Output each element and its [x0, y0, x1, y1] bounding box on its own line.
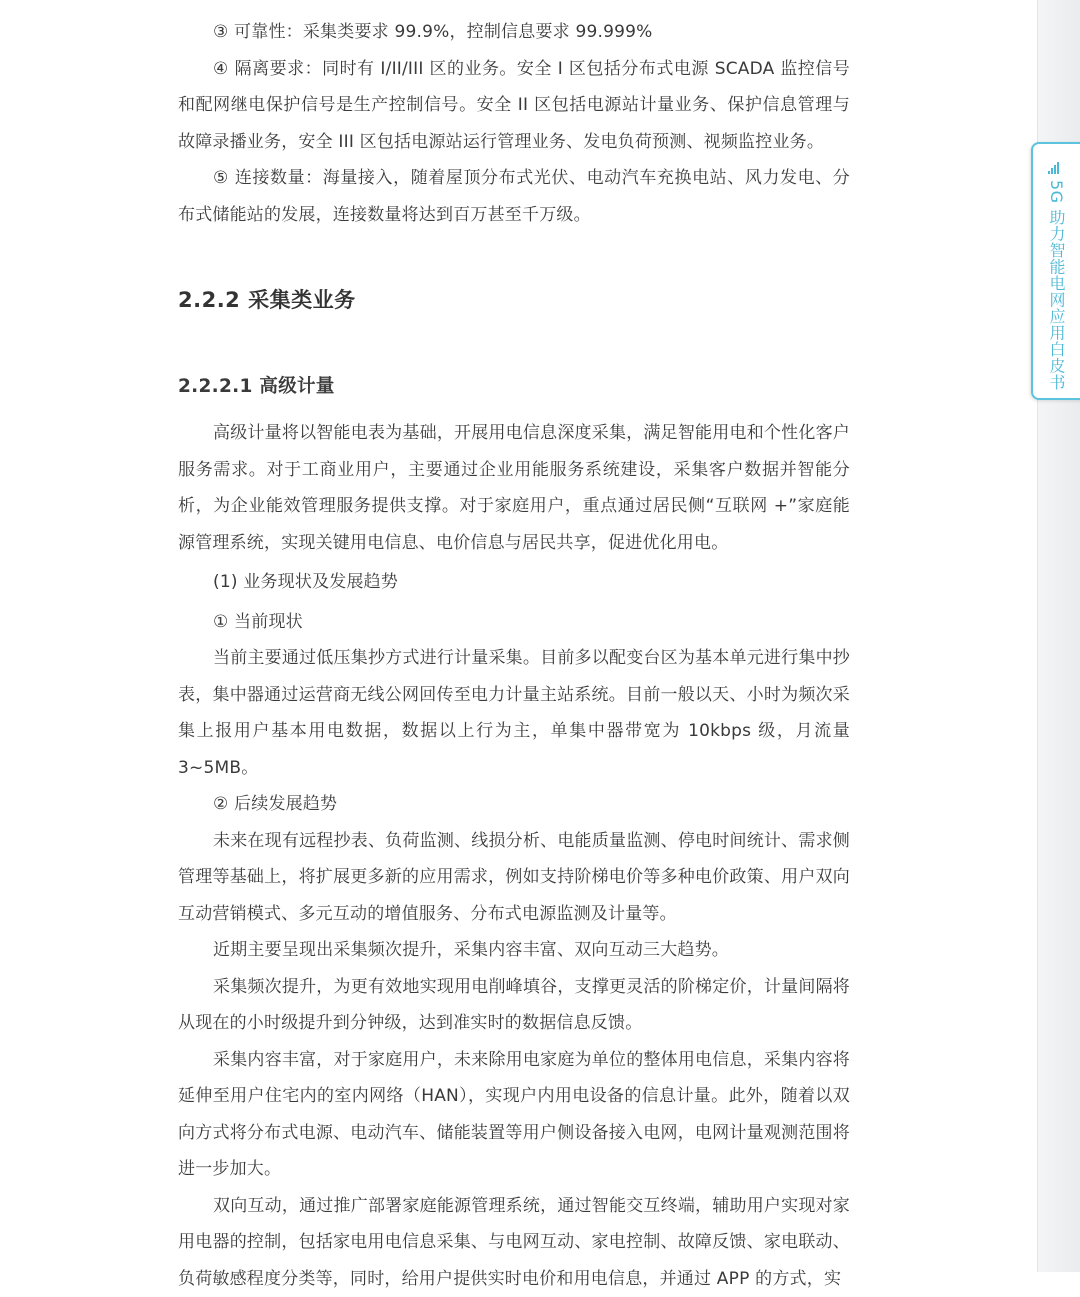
interaction-paragraph: 双向互动，通过推广部署家庭能源管理系统，通过智能交互终端，辅助用户实现对家用电器的控制，包括家电用电信息采集、与电网互动、家电控制、故障反馈、家电联动、负荷敏感程度分类等，同时，给用户提供实时电价和用电信息，并通过 APP 的方式，实 — [178, 1188, 850, 1297]
signal-bars-icon — [1048, 162, 1062, 174]
section-heading: 2.2.2 采集类业务 — [178, 285, 850, 315]
item-connections: ⑤ 连接数量：海量接入，随着屋顶分布式光伏、电动汽车充换电站、风力发电、分布式储能站的发展，连接数量将达到百万甚至千万级。 — [178, 160, 850, 233]
content-rich-paragraph: 采集内容丰富，对于家庭用户，未来除用电家庭为单位的整体用电信息，采集内容将延伸至用户住宅内的室内网络（HAN），实现户内用电设备的信息计量。此外，随着以双向方式将分布式电源、电动汽车、储能装置等用户侧设备接入电网，电网计量观测范围将进一步加大。 — [178, 1042, 850, 1188]
subsection-heading: 2.2.2.1 高级计量 — [178, 373, 850, 401]
sub-heading-current: ① 当前现状 — [178, 604, 850, 641]
side-tab-title: 5G 助力智能电网应用白皮书 — [1045, 180, 1067, 391]
sub-heading-status: (1) 业务现状及发展趋势 — [178, 564, 850, 601]
side-tab — [1031, 142, 1080, 400]
item-reliability: ③ 可靠性：采集类要求 99.9%，控制信息要求 99.999% — [178, 14, 850, 51]
future-paragraph: 未来在现有远程抄表、负荷监测、线损分析、电能质量监测、停电时间统计、需求侧管理等基础上，将扩展更多新的应用需求，例如支持阶梯电价等多种电价政策、用户双向互动营销模式、多元互动的增值服务、分布式电源监测及计量等。 — [178, 823, 850, 933]
current-paragraph: 当前主要通过低压集抄方式进行计量采集。目前多以配变台区为基本单元进行集中抄表，集中器通过运营商无线公网回传至电力计量主站系统。目前一般以天、小时为频次采集上报用户基本用电数据，数据以上行为主，单集中器带宽为 10kbps 级，月流量 3~5MB。 — [178, 640, 850, 786]
item-isolation: ④ 隔离要求：同时有 I/II/III 区的业务。安全 I 区包括分布式电源 SCADA 监控信号和配网继电保护信号是生产控制信号。安全 II 区包括电源站计量业务、保护信息管理与故障录播业务，安全 III 区包括电源站运行管理业务、发电负荷预测、视频监控业务。 — [178, 51, 850, 161]
frequency-paragraph: 采集频次提升，为更有效地实现用电削峰填谷，支撑更灵活的阶梯定价，计量间隔将从现在的小时级提升到分钟级，达到准实时的数据信息反馈。 — [178, 969, 850, 1042]
intro-paragraph: 高级计量将以智能电表为基础，开展用电信息深度采集，满足智能用电和个性化客户服务需求。对于工商业用户，主要通过企业用能服务系统建设，采集客户数据并智能分析，为企业能效管理服务提供支撑。对于家庭用户，重点通过居民侧“互联网 +”家庭能源管理系统，实现关键用电信息、电价信息与居民共享，促进优化用电。 — [178, 415, 850, 561]
trends-paragraph: 近期主要呈现出采集频次提升，采集内容丰富、双向互动三大趋势。 — [178, 932, 850, 969]
sub-heading-future: ② 后续发展趋势 — [178, 786, 850, 823]
document-body — [178, 14, 850, 1297]
